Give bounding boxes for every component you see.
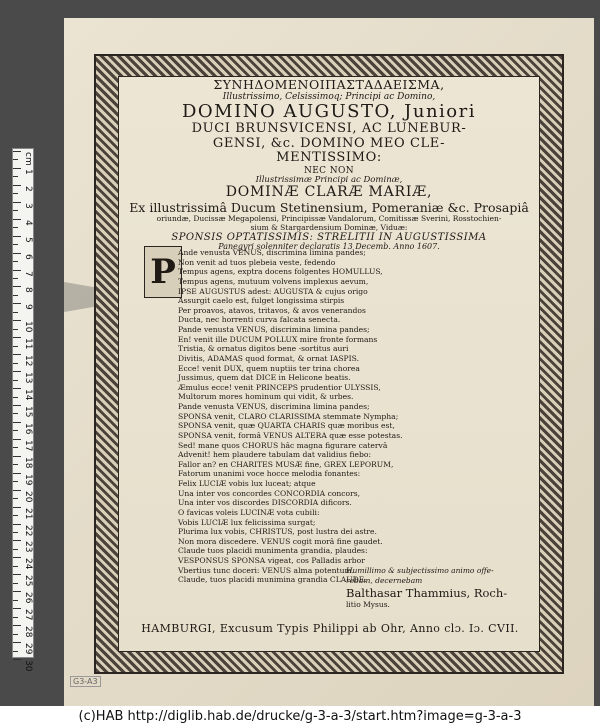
ruler-tick (13, 507, 21, 508)
ruler-label: 17 (23, 439, 33, 452)
ruler-half-tick (13, 515, 18, 516)
ruler-label: 9 (23, 304, 33, 311)
ruler-half-tick (13, 176, 18, 177)
ruler-tick (13, 236, 21, 237)
nec-non-line: NEC NON (303, 165, 355, 176)
ruler-label: 30 (23, 660, 33, 672)
ruler-label: 2 (23, 185, 33, 192)
ruler-label: 19 (23, 473, 33, 486)
poem-line: Sed! mane quos CHORUS hâc magna figurare catervâ (178, 440, 388, 450)
ruler-half-tick (13, 363, 18, 364)
ruler-tick (13, 540, 21, 541)
poem-line: Multorum mores hominum qui vidit, & urbes. (178, 392, 354, 402)
ruler-tick (13, 625, 21, 626)
ruler-tick (13, 608, 21, 609)
closing-formula: rebam, decernebam (346, 576, 423, 585)
poem-line: O favicas voleis LUCINÆ vota cubili: (178, 507, 320, 517)
copyright-caption: (c)HAB http://diglib.hab.de/drucke/g-3-a-3/start.htm?image=g-3-a-3 (0, 706, 600, 728)
poem-line: Claude, tuos placidi munimina grandia CLAUDE. (178, 575, 367, 585)
poem-line: Ande venusta VENUS, discrimina limina pandes; (178, 248, 366, 257)
ruler-label: 7 (23, 270, 33, 277)
closing-formula: Humillimo & subjectissimo animo offe- (346, 566, 494, 575)
ruler-tick (13, 557, 21, 558)
poem-line: Ducta, nec horrenti curva falcata senecta. (178, 315, 341, 325)
name-clara-maria: DOMINÆ CLARÆ MARIÆ, (225, 184, 433, 201)
poem-line: Tempus agens, exptra docens folgentes HOMULLUS, (178, 267, 383, 277)
signature-block (346, 566, 536, 609)
ruler-half-tick (13, 210, 18, 211)
ruler-label: 11 (23, 338, 33, 350)
ruler-half-tick (13, 227, 18, 228)
poem-line: SPONSA venit, CLARO CLARISSIMA stemmate Nympha; (178, 411, 399, 421)
ruler-half-tick (13, 600, 18, 601)
ruler-half-tick (13, 498, 18, 499)
poem-line: Felix LUCIÆ vobis lux luceat; atque (178, 479, 316, 488)
poem-line: VESPONSUS SPONSA vigeat, cos Palladis arbor (178, 556, 365, 565)
ruler-tick (13, 456, 21, 457)
ruler-label: 14 (23, 389, 33, 401)
ruler-half-tick (13, 532, 18, 533)
ruler-tick (13, 524, 21, 525)
date-line: Panegyri solenniter declaratis 13 Decemb. Anno 1607. (218, 242, 440, 252)
ruler-label: 5 (23, 236, 33, 243)
ruler-label: 26 (23, 592, 33, 604)
ruler-label: 21 (23, 507, 33, 520)
poem-line: Tristia, & ornatus digitos bene -sortitus auri (178, 344, 349, 354)
ruler-label: 20 (23, 490, 33, 503)
ruler-tick (13, 659, 21, 660)
poem-line: Fatorum unanimi voce hocce melodia fonantes: (178, 469, 361, 479)
poem-line: SPONSA venit, quæ QUARTA CHARIS quæ moribus est, (178, 421, 395, 431)
title-line: GENSI, &c. DOMINO MEO CLE- (212, 135, 446, 151)
ruler-tick (13, 388, 21, 389)
poem-line: Pande venusta VENUS, discrimina limina pandes; (178, 325, 370, 334)
poem-line: Claude tuos placidi munimenta grandia, plaudes: (178, 546, 368, 556)
decorated-initial: P (144, 246, 182, 298)
ruler-label: 12 (23, 355, 33, 367)
author-name: Balthasar Thammius, Roch- (346, 586, 508, 600)
dedication-line: Illustrissimo, Celsissimoq; Principi ac Domino, (222, 92, 436, 102)
ruler-half-tick (13, 295, 18, 296)
name-augustus: DOMINO AUGUSTO, Juniori (181, 101, 476, 123)
ruler-tick (13, 286, 21, 287)
ruler-tick (13, 405, 21, 406)
ruler-label: 3 (23, 202, 33, 209)
poem-line: En! venit ille DUCUM POLLUX mire fronte formans (178, 334, 378, 344)
sponsis-line: SPONSIS OPTATISSIMIS: STRELITII IN AUGUSTISSIMA (171, 231, 487, 243)
greek-title: ΣΥΝΗΔΟΜΕΝΟΙΠΑΣΤΑΔΑΕΙΣΜΑ, (213, 77, 445, 92)
ruler-half-tick (13, 329, 18, 330)
ruler-half-tick (13, 159, 18, 160)
poem-line: Advenit! hem plaudere tabulam dat validius fiebo: (178, 450, 372, 460)
title-line: DUCI BRUNSVICENSI, AC LUNEBUR- (191, 121, 467, 137)
ruler-half-tick (13, 430, 18, 431)
ruler-half-tick (13, 634, 18, 635)
ruler-half-tick (13, 413, 18, 414)
ruler-half-tick (13, 261, 18, 262)
ruler-label: 18 (23, 456, 33, 469)
poem-line: Una inter vos concordes CONCORDIA concors, (178, 488, 361, 498)
ruler-half-tick (13, 397, 18, 398)
ruler-label: 1 (23, 168, 33, 175)
ruler-half-tick (13, 346, 18, 347)
measurement-ruler (12, 148, 34, 672)
poem-line: Plurima lux vobis, CHRISTUS, post lustra dei astre. (178, 527, 377, 537)
ruler-label: 22 (23, 524, 33, 536)
ruler-label: 29 (23, 643, 33, 655)
ruler-half-tick (13, 549, 18, 550)
shelfmark-label: G3-A3 (70, 676, 101, 687)
ruler-tick (13, 270, 21, 271)
poem-line: Ecce! venit DUX, quem nuptiis ter trina chorea (178, 363, 360, 373)
poem-body (178, 248, 508, 585)
ruler-tick (13, 320, 21, 321)
ruler-tick (13, 591, 21, 592)
titles-line: oriundæ, Ducissæ Megapolensi, Principissæ Vandalorum, Comitissæ Sverini, Rosstochien- (156, 214, 502, 224)
ruler-label: 15 (23, 406, 33, 418)
poem-line: Fallor an? en CHARITES MUSÆ fine, GREX LEPORUM, (178, 459, 394, 469)
ruler-tick (13, 490, 21, 491)
ruler-tick (13, 202, 21, 203)
ruler-half-tick (13, 312, 18, 313)
ruler-tick (13, 253, 21, 254)
ruler-half-tick (13, 481, 18, 482)
ruler-tick (13, 371, 21, 372)
ruler-half-tick (13, 583, 18, 584)
imprint-line: HAMBURGI, Excusum Typis Philippi ab Ohr, Anno clɔ. Iɔ. CVII. (141, 622, 519, 635)
ruler-label: 10 (23, 321, 33, 333)
ruler-label: 13 (23, 372, 33, 384)
poem-line: Æmulus ecce! venit PRINCEPS prudentior ULYSSIS, (178, 382, 381, 392)
ruler-tick (13, 185, 21, 186)
ruler-half-tick (13, 278, 18, 279)
ruler-tick (13, 219, 21, 220)
ruler-tick (13, 574, 21, 575)
ruler-label: 16 (23, 422, 33, 435)
ruler-tick (13, 354, 21, 355)
ruler-label: 8 (23, 287, 33, 294)
titles-line: sium & Stargardensium Dominæ, Viduæ: (250, 222, 408, 232)
ruler-tick (13, 337, 21, 338)
poem-line: Jussimus, quem dat DICE in Helicone beatis. (178, 373, 351, 383)
ruler-half-tick (13, 617, 18, 618)
ruler-tick (13, 422, 21, 423)
ruler-label: 25 (23, 575, 33, 587)
ruler-tick (13, 168, 21, 169)
ruler-label: 27 (23, 609, 33, 621)
ruler-tick (13, 642, 21, 643)
poem-line: Per proavos, atavos, tritavos, & avos venerandos (178, 305, 366, 315)
ruler-label: 4 (23, 219, 33, 226)
ruler-half-tick (13, 464, 18, 465)
ruler-tick (13, 303, 21, 304)
poem-line: Non venit ad tuos plebeia veste, fedendo (178, 257, 336, 267)
ruler-tick (13, 151, 21, 152)
poem-line: Vobis LUCIÆ lux felicissima surgat; (178, 517, 316, 527)
title-block (124, 78, 534, 252)
ruler-label: 24 (23, 558, 33, 570)
dedication-line-2: Illustrissimæ Principi ac Dominæ, (255, 174, 403, 185)
poem-line: IPSE AUGUSTUS adest: AUGUSTA & cujus origo (178, 286, 368, 296)
ruler-label: 23 (23, 541, 33, 553)
ruler-label: 28 (23, 626, 33, 638)
ruler-half-tick (13, 447, 18, 448)
ruler-half-tick (13, 651, 18, 652)
poem-line: Pande venusta VENUS, discrimina limina pandes; (178, 402, 370, 411)
ruler-half-tick (13, 244, 18, 245)
author-origin: litio Mysus. (346, 600, 390, 609)
title-line: MENTISSIMO: (276, 150, 382, 166)
poem-line: Vbertius tunc doceri: VENUS alma potentum. (178, 565, 355, 575)
ruler-label: 6 (23, 253, 33, 260)
poem-line: Non mora discedere. VENUS cogit morâ fine gaudet. (178, 536, 383, 546)
poem-line: Tempus agens, mutuum volvens implexus aevum, (178, 276, 369, 286)
ruler-label: cm (23, 152, 33, 166)
poem-line: Assurgit caelo est, fulget longissima stirpis (178, 296, 345, 306)
lineage-line: Ex illustrissimâ Ducum Stetinensium, Pomeraniæ &c. Prosapiâ (129, 200, 529, 216)
ruler-tick (13, 439, 21, 440)
ruler-half-tick (13, 193, 18, 194)
poem-line: Divitis, ADAMAS quod format, & ornat IASPIS. (178, 353, 359, 363)
ruler-half-tick (13, 566, 18, 567)
poem-line: SPONSA venit, formâ VENUS ALTERA quæ esse potestas. (178, 430, 403, 440)
ruler-half-tick (13, 380, 18, 381)
ruler-tick (13, 473, 21, 474)
poem-line: Una inter vos discordes DISCORDIA dificors. (178, 498, 352, 508)
